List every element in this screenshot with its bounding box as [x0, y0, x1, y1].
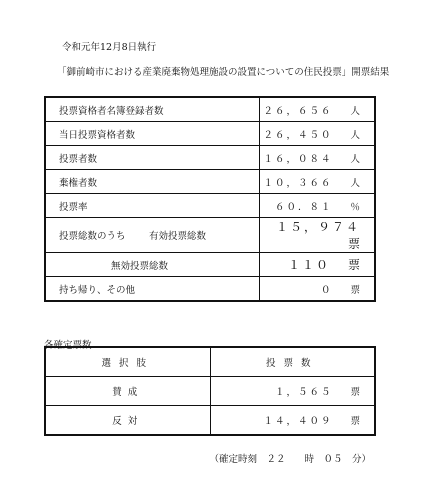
choice-label: 賛成 — [45, 377, 210, 406]
document-title: 「御前崎市における産業廃棄物処理施設の設置についての住民投票」開票結果 — [57, 67, 390, 78]
table-row — [45, 146, 375, 170]
row-value: １６，０８４ 人 — [260, 146, 376, 170]
table-row-valid-votes — [45, 218, 375, 253]
row-label: 投票資格者名簿登録者数 — [45, 97, 260, 122]
unit-label: 票 — [350, 284, 360, 296]
choice-label: 反対 — [45, 406, 210, 436]
unit-label: 票 — [350, 416, 360, 427]
confirmation-time: （確定時刻 ２２ 時 ０５ 分） — [209, 454, 371, 465]
table-row — [45, 170, 375, 194]
results-table — [44, 96, 376, 302]
row-label: 有効投票総数 — [149, 218, 260, 253]
unit-label: 人 — [350, 153, 360, 165]
row-value: ０ 票 — [260, 277, 376, 302]
unit-label: 人 — [350, 177, 360, 189]
table-row-invalid-votes — [45, 253, 375, 277]
table-row — [45, 406, 375, 436]
row-label: 持ち帰り、その他 — [45, 277, 260, 302]
unit-label: ％ — [350, 201, 360, 213]
unit-label: 人 — [350, 105, 360, 117]
unit-label: 人 — [350, 129, 360, 141]
header-count: 投票数 — [210, 347, 375, 377]
unit-label: 票 — [347, 237, 360, 251]
choice-value: １４，４０９ 票 — [210, 406, 375, 436]
row-label: 投票者数 — [45, 146, 260, 170]
row-label: 棄権者数 — [45, 170, 260, 194]
votes-table — [44, 346, 376, 436]
row-label: 無効投票総数 — [45, 253, 260, 277]
table-row — [45, 97, 375, 122]
table-row — [45, 122, 375, 146]
table-row — [45, 194, 375, 218]
row-label: 投票率 — [45, 194, 260, 218]
table-header-row — [45, 347, 375, 377]
row-value: １５，９７４ 票 — [260, 218, 376, 253]
election-date: 令和元年12月8日執行 — [62, 42, 157, 53]
table-row-other — [45, 277, 375, 302]
row-label: 当日投票資格者数 — [45, 122, 260, 146]
section-title: 各確定票数 — [44, 340, 92, 351]
row-value: ２６，６５６ 人 — [260, 97, 376, 122]
unit-label: 票 — [347, 258, 360, 272]
row-value: １０，３６６ 人 — [260, 170, 376, 194]
row-value: １１０ 票 — [260, 253, 376, 277]
group-label: 投票総数のうち — [45, 218, 149, 253]
table-row — [45, 377, 375, 406]
choice-value: １，５６５ 票 — [210, 377, 375, 406]
header-choice: 選択肢 — [45, 347, 210, 377]
row-value: ６０．８１ ％ — [260, 194, 376, 218]
row-value: ２６，４５０ 人 — [260, 122, 376, 146]
unit-label: 票 — [350, 387, 360, 398]
